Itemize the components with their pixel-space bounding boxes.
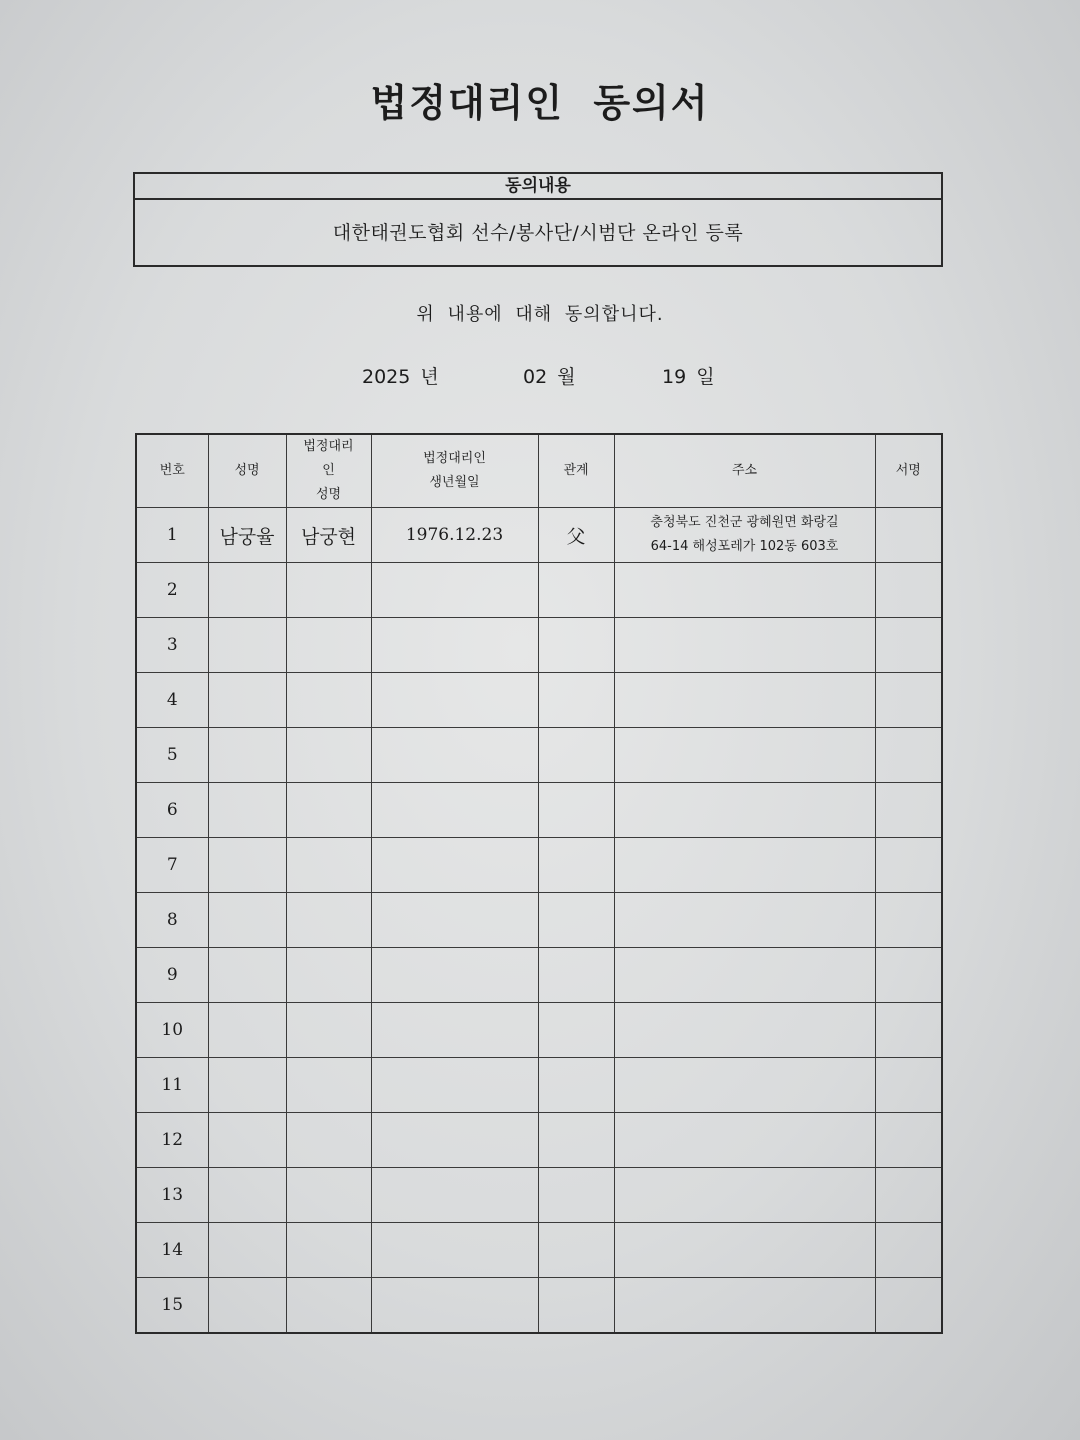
cell-signature[interactable] <box>875 838 942 893</box>
cell-address[interactable] <box>614 1223 875 1278</box>
cell-guardian-name[interactable] <box>286 1278 371 1334</box>
table-row <box>136 508 942 563</box>
cell-signature[interactable] <box>875 1223 942 1278</box>
cell-signature[interactable] <box>875 563 942 618</box>
cell-address[interactable] <box>614 728 875 783</box>
cell-guardian-name[interactable] <box>286 948 371 1003</box>
cell-guardian-birth[interactable] <box>371 1003 538 1058</box>
cell-address[interactable] <box>614 1113 875 1168</box>
cell-guardian-birth[interactable] <box>371 1168 538 1223</box>
cell-number: 1 <box>136 508 208 563</box>
table-row <box>136 673 942 728</box>
cell-number: 5 <box>136 728 208 783</box>
cell-relation[interactable] <box>538 1223 614 1278</box>
cell-guardian-birth[interactable] <box>371 618 538 673</box>
table-row <box>136 1003 942 1058</box>
cell-name[interactable] <box>208 783 286 838</box>
cell-name[interactable] <box>208 563 286 618</box>
cell-number: 7 <box>136 838 208 893</box>
address-line: 충청북도 진천군 광혜원면 화랑길 <box>650 515 839 530</box>
cell-relation[interactable] <box>538 783 614 838</box>
cell-guardian-name[interactable] <box>286 783 371 838</box>
table-header-row <box>136 434 942 508</box>
cell-guardian-birth[interactable]: 1976.12.23 <box>371 508 538 563</box>
cell-guardian-birth[interactable] <box>371 1113 538 1168</box>
consent-header: 동의내용 <box>135 174 941 200</box>
cell-relation[interactable] <box>538 563 614 618</box>
cell-address[interactable] <box>614 783 875 838</box>
date-month-group <box>523 362 576 389</box>
cell-signature[interactable] <box>875 508 942 563</box>
header-signature: 서명 <box>875 434 942 508</box>
table-row <box>136 1168 942 1223</box>
cell-number: 9 <box>136 948 208 1003</box>
date-month-unit: 월 <box>557 366 576 388</box>
cell-guardian-birth[interactable] <box>371 1278 538 1334</box>
header-address: 주소 <box>614 434 875 508</box>
header-relation: 관계 <box>538 434 614 508</box>
cell-signature[interactable] <box>875 948 942 1003</box>
address-line: 64-14 해성포레가 102동 603호 <box>650 539 839 554</box>
cell-guardian-name[interactable] <box>286 673 371 728</box>
cell-number: 12 <box>136 1113 208 1168</box>
cell-relation[interactable] <box>538 838 614 893</box>
cell-guardian-name[interactable] <box>286 1003 371 1058</box>
table-body <box>136 508 942 1334</box>
cell-signature[interactable] <box>875 673 942 728</box>
table-row <box>136 893 942 948</box>
cell-relation[interactable] <box>538 1003 614 1058</box>
cell-address[interactable] <box>614 1003 875 1058</box>
cell-address[interactable] <box>614 563 875 618</box>
header-guardian-name <box>286 434 371 508</box>
cell-guardian-birth[interactable] <box>371 783 538 838</box>
cell-name[interactable] <box>208 1003 286 1058</box>
cell-relation[interactable] <box>538 1168 614 1223</box>
agree-statement: 위 내용에 대해 동의합니다. <box>416 304 664 325</box>
cell-guardian-birth[interactable] <box>371 948 538 1003</box>
cell-name[interactable] <box>208 1058 286 1113</box>
cell-name[interactable] <box>208 1278 286 1334</box>
cell-address[interactable] <box>614 673 875 728</box>
table-row <box>136 838 942 893</box>
table-row <box>136 1058 942 1113</box>
cell-guardian-name[interactable] <box>286 563 371 618</box>
cell-guardian-name[interactable]: 남궁현 <box>286 508 371 563</box>
cell-relation[interactable] <box>538 673 614 728</box>
table-row <box>136 563 942 618</box>
table-row <box>136 1113 942 1168</box>
header-guardian-name-line: 법정대리 <box>303 439 354 454</box>
cell-signature[interactable] <box>875 1003 942 1058</box>
cell-signature[interactable] <box>875 1278 942 1334</box>
cell-address[interactable] <box>614 893 875 948</box>
date-year-group <box>362 362 439 389</box>
cell-guardian-birth[interactable] <box>371 838 538 893</box>
header-guardian-birth <box>371 434 538 508</box>
cell-relation[interactable] <box>538 728 614 783</box>
cell-signature[interactable] <box>875 783 942 838</box>
cell-address[interactable] <box>614 948 875 1003</box>
cell-name[interactable] <box>208 1168 286 1223</box>
cell-number: 6 <box>136 783 208 838</box>
cell-address[interactable] <box>614 1168 875 1223</box>
cell-name[interactable] <box>208 838 286 893</box>
cell-guardian-name[interactable] <box>286 1058 371 1113</box>
table-row <box>136 728 942 783</box>
cell-name[interactable] <box>208 673 286 728</box>
cell-number: 4 <box>136 673 208 728</box>
cell-number: 8 <box>136 893 208 948</box>
cell-name[interactable] <box>208 893 286 948</box>
table-row <box>136 1223 942 1278</box>
cell-number: 3 <box>136 618 208 673</box>
cell-relation[interactable] <box>538 1113 614 1168</box>
cell-signature[interactable] <box>875 1168 942 1223</box>
cell-number: 15 <box>136 1278 208 1334</box>
consent-content-box <box>133 172 943 267</box>
cell-guardian-name[interactable] <box>286 728 371 783</box>
date-day: 19 <box>662 366 687 388</box>
cell-name[interactable] <box>208 1113 286 1168</box>
cell-guardian-name[interactable] <box>286 838 371 893</box>
cell-address[interactable] <box>614 1058 875 1113</box>
table-row <box>136 1278 942 1334</box>
cell-signature[interactable] <box>875 728 942 783</box>
cell-guardian-name[interactable] <box>286 893 371 948</box>
cell-guardian-birth[interactable] <box>371 1058 538 1113</box>
cell-address[interactable] <box>614 618 875 673</box>
cell-guardian-birth[interactable] <box>371 728 538 783</box>
cell-name[interactable] <box>208 728 286 783</box>
cell-relation[interactable]: 父 <box>538 508 614 563</box>
header-number: 번호 <box>136 434 208 508</box>
cell-guardian-name[interactable] <box>286 1168 371 1223</box>
header-name: 성명 <box>208 434 286 508</box>
cell-number: 2 <box>136 563 208 618</box>
date-year-unit: 년 <box>420 366 439 388</box>
header-guardian-name-line: 인 <box>322 463 335 478</box>
date-line <box>0 362 1080 392</box>
cell-guardian-birth[interactable] <box>371 1223 538 1278</box>
cell-guardian-name[interactable] <box>286 618 371 673</box>
guardian-table <box>135 433 943 1334</box>
cell-address[interactable] <box>614 838 875 893</box>
cell-signature[interactable] <box>875 618 942 673</box>
cell-name[interactable]: 남궁율 <box>208 508 286 563</box>
cell-relation[interactable] <box>538 1278 614 1334</box>
cell-number: 11 <box>136 1058 208 1113</box>
cell-address[interactable] <box>614 508 875 563</box>
date-year: 2025 <box>362 366 411 388</box>
cell-relation[interactable] <box>538 1058 614 1113</box>
cell-guardian-name[interactable] <box>286 1223 371 1278</box>
table-row <box>136 948 942 1003</box>
cell-relation[interactable] <box>538 893 614 948</box>
cell-relation[interactable] <box>538 618 614 673</box>
cell-number: 13 <box>136 1168 208 1223</box>
table-row <box>136 783 942 838</box>
header-guardian-name-line: 성명 <box>315 487 342 502</box>
cell-guardian-birth[interactable] <box>371 563 538 618</box>
cell-name[interactable] <box>208 1223 286 1278</box>
cell-signature[interactable] <box>875 1113 942 1168</box>
cell-relation[interactable] <box>538 948 614 1003</box>
cell-signature[interactable] <box>875 893 942 948</box>
cell-name[interactable] <box>208 948 286 1003</box>
cell-signature[interactable] <box>875 1058 942 1113</box>
cell-guardian-name[interactable] <box>286 1113 371 1168</box>
cell-number: 14 <box>136 1223 208 1278</box>
document-title: 법정대리인 동의서 <box>370 81 710 125</box>
header-guardian-birth-line: 법정대리인 <box>423 451 486 466</box>
date-month: 02 <box>523 366 548 388</box>
table-row <box>136 618 942 673</box>
date-day-unit: 일 <box>696 366 715 388</box>
date-day-group <box>662 362 715 389</box>
consent-body: 대한태권도협회 선수/봉사단/시범단 온라인 등록 <box>332 222 744 244</box>
cell-guardian-birth[interactable] <box>371 673 538 728</box>
cell-address[interactable] <box>614 1278 875 1334</box>
cell-name[interactable] <box>208 618 286 673</box>
cell-guardian-birth[interactable] <box>371 893 538 948</box>
header-guardian-birth-line: 생년월일 <box>429 475 480 490</box>
cell-number: 10 <box>136 1003 208 1058</box>
